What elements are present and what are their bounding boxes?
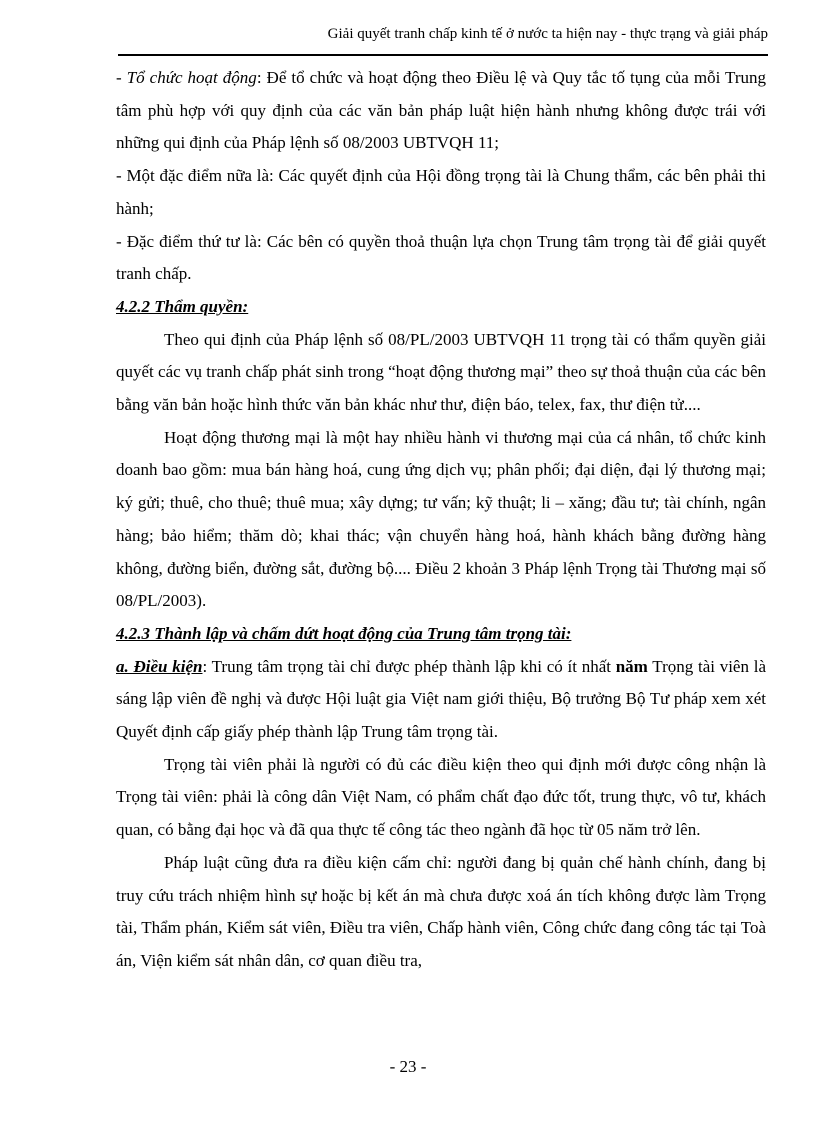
bullet-dash: - xyxy=(116,68,127,87)
header-title: Giải quyết tranh chấp kinh tế ở nước ta hiện nay - thực trạng và giải pháp xyxy=(327,26,768,42)
paragraph-choice: - Đặc điểm thứ tư là: Các bên có quyền thoả thuận lựa chọn Trung tâm trọng tài để giải quyết tranh chấp. xyxy=(116,231,766,284)
section-heading-jurisdiction: 4.2.2 Thẩm quyền: xyxy=(116,296,249,316)
paragraph-commercial-activity: Hoạt động thương mại là một hay nhiều hành vi thương mại của cá nhân, tổ chức kinh doanh bao gồm: mua bán hàng hoá, cung ứng dịch vụ; phân phối; đại diện, đại lý thương mại; ký gửi; thuê, cho thuê; thuê mua; xây dựng; tư vấn; kỹ thuật; li – xăng; đầu tư; tài chính, ngân hàng; bảo hiểm; thăm dò; khai thác; vận chuyển hàng hoá, hành khách bằng đường hàng không, đường biển, đường sắt, đường bộ.... Điều 2 khoản 3 Pháp lệnh Trọng tài Thương mại số 08/PL/2003). xyxy=(116,427,766,611)
term-organization: Tổ chức hoạt động xyxy=(126,68,257,87)
paragraph-text: : Trung tâm trọng tài chỉ được phép thành lập khi có ít nhất xyxy=(202,656,616,676)
paragraph-prohibitions: Pháp luật cũng đưa ra điều kiện cấm chỉ: người đang bị quản chế hành chính, đang bị truy cứu trách nhiệm hình sự hoặc bị kết án mà chưa được xoá án tích không được làm Trọng tài, Thẩm phán, Kiểm sát viên, Điều tra viên, Chấp hành viên, Công chức đang công tác tại Toà án, Viện kiểm sát nhân dân, cơ quan điều tra, xyxy=(116,852,766,970)
emphasis-five: năm xyxy=(615,656,648,676)
page-header xyxy=(118,20,768,56)
paragraph-organization xyxy=(116,62,766,160)
page-number: - 23 - xyxy=(389,1057,427,1076)
paragraph-jurisdiction: Theo qui định của Pháp lệnh số 08/PL/2003 UBTVQH 11 trọng tài có thẩm quyền giải quyết các vụ tranh chấp phát sinh trong “hoạt động thương mại” theo sự thoả thuận của các bên bằng văn bản hoặc hình thức văn bản khác như thư, điện báo, telex, fax, thư điện tử.... xyxy=(116,329,766,415)
label-conditions: a. Điều kiện xyxy=(116,656,203,676)
section-heading-establishment: 4.2.3 Thành lập và chấm dứt hoạt động của Trung tâm trọng tài: xyxy=(116,623,572,643)
paragraph-final-decision: - Một đặc điểm nữa là: Các quyết định của Hội đồng trọng tài là Chung thẩm, các bên phải thi hành; xyxy=(116,166,766,218)
document-body xyxy=(116,62,766,978)
paragraph-arbitrator-requirements: Trọng tài viên phải là người có đủ các điều kiện theo qui định mới được công nhận là Trọng tài viên: phải là công dân Việt Nam, có phẩm chất đạo đức tốt, trung thực, vô tư, khách quan, có bằng đại học và đã qua thực tế công tác theo ngành đã học từ 05 năm trở lên. xyxy=(116,754,766,840)
paragraph-text: : Để tổ chức và hoạt động theo Điều lệ và Quy tắc tố tụng của mỗi Trung tâm phù hợp với quy định của các văn bản pháp luật hiện hành nhưng không được trái với những qui định của Pháp lệnh số 08/2003 UBTVQH 11; xyxy=(116,68,766,153)
paragraph-conditions xyxy=(116,651,766,749)
paragraph-text: Trọng tài viên là sáng lập viên đề nghị và được Hội luật gia Việt nam giới thiệu, Bộ trưởng Bộ Tư pháp xem xét Quyết định cấp giấy phép thành lập Trung tâm trọng tài. xyxy=(116,656,766,742)
